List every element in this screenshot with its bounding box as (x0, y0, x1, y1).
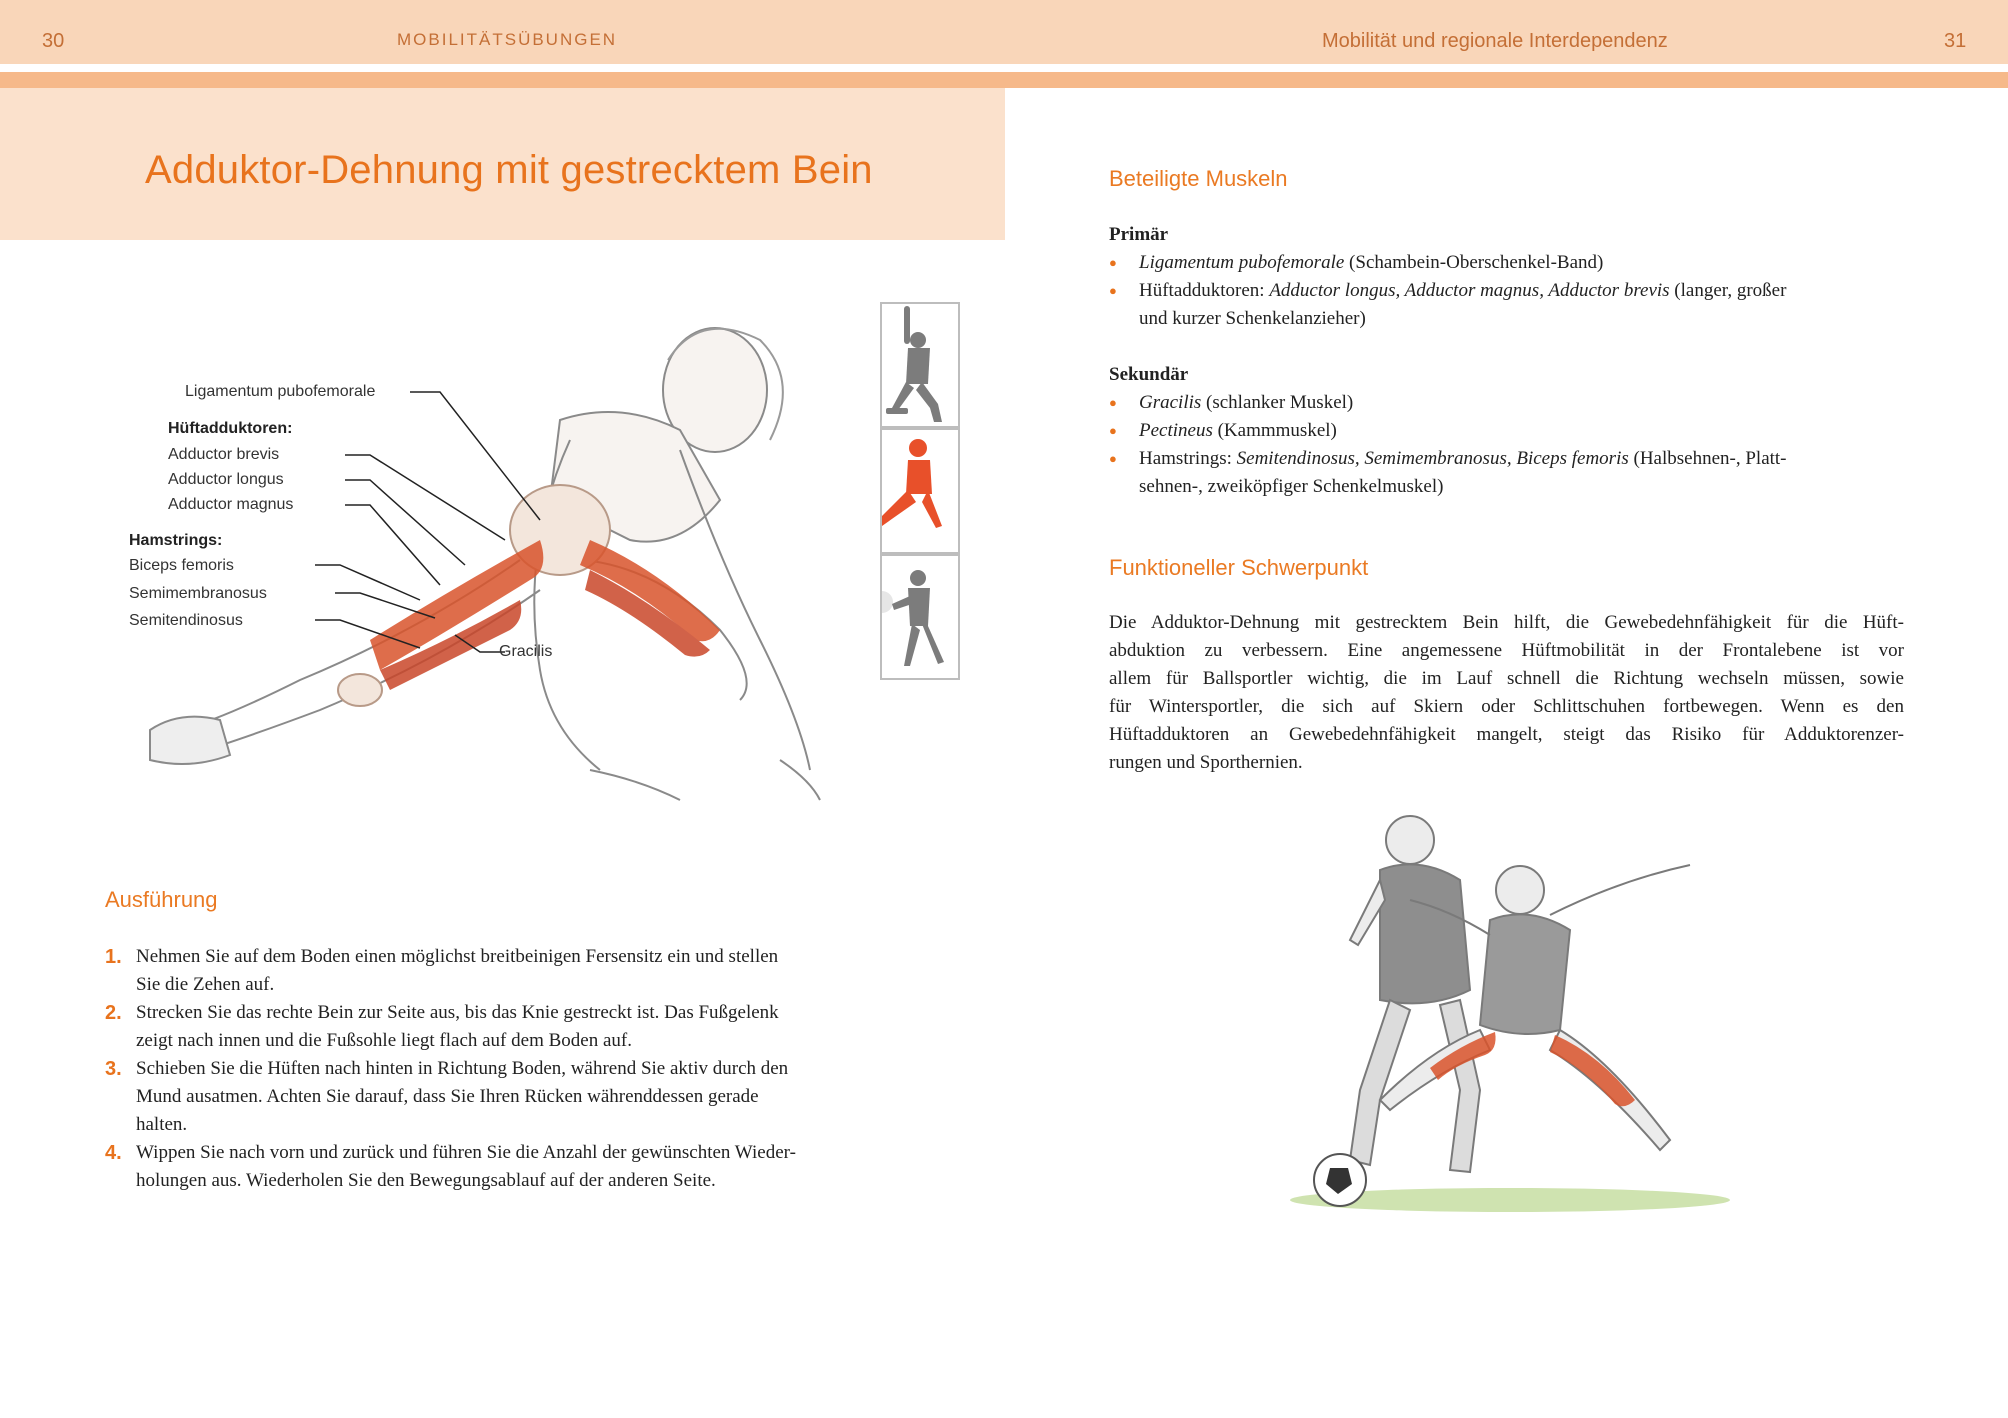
step-number: 3. (105, 1058, 122, 1080)
step-line: Nehmen Sie auf dem Boden einen möglichst breitbeinigen Fersensitz ein und stellen (136, 946, 779, 967)
step-line: Wippen Sie nach vorn und zurück und führen Sie die Anzahl der gewünschten Wieder- (136, 1142, 796, 1163)
schwerpunkt-paragraph (1109, 609, 1904, 777)
label-semimembranosus: Semimembranosus (129, 585, 267, 602)
step-line: Sie die Zehen auf. (136, 974, 275, 995)
step-item (105, 943, 900, 999)
muscle-german-name: (Schambein-Oberschenkel-Band) (1344, 252, 1604, 273)
label-adductor-longus: Adductor longus (168, 471, 284, 488)
paragraph-line: Hüftadduktoren an Gewebedehnfähigkeit mangelt, steigt das Risiko für Adduktorenzer- (1109, 724, 1904, 745)
lunge-reach-icon (882, 304, 958, 426)
schwerpunkt-heading: Funktioneller Schwerpunkt (1109, 555, 1369, 580)
muscle-latin-name: Adductor longus, Adductor magnus, Adductor brevis (1269, 280, 1670, 301)
muscle-latin-name: Semitendinosus, Semimembranosus, Biceps femoris (1236, 448, 1629, 469)
label-ligamentum: Ligamentum pubofemorale (185, 383, 376, 400)
muscle-latin-name: Pectineus (1139, 420, 1213, 441)
paragraph-line: rungen und Sporthernien. (1109, 752, 1303, 773)
step-item (105, 999, 900, 1055)
muscle-german-name: (Halbsehnen-, Platt- (1628, 448, 1787, 469)
header-rule (0, 72, 2008, 88)
label-hueftadduktoren: Hüftadduktoren: (168, 420, 293, 437)
muscle-german-name-cont: und kurzer Schenkelanzieher) (1139, 308, 1366, 329)
pictogram-mobility (880, 302, 960, 428)
side-lunge-icon (882, 430, 958, 552)
label-adductor-magnus: Adductor magnus (168, 496, 294, 513)
right-running-head: Mobilität und regionale Interdependenz (1322, 30, 1668, 52)
muskeln-primaer (1109, 221, 1904, 333)
paragraph-line: allem für Ballsportler wichtig, die im Lauf schnell die Richtung wechseln müssen, sowie (1109, 668, 1904, 689)
label-gracilis: Gracilis (499, 643, 553, 660)
left-running-head: MOBILITÄTSÜBUNGEN (397, 30, 618, 49)
step-line: zeigt nach innen und die Fußsohle liegt flach auf dem Boden auf. (136, 1030, 632, 1051)
left-page-number: 30 (42, 30, 65, 52)
paragraph-line: abduktion zu verbessern. Eine angemessene Hüftmobilität in der Frontalebene ist vor (1109, 640, 1904, 661)
steps-list (105, 943, 900, 1195)
header-band (0, 0, 2008, 64)
muskeln-heading: Beteiligte Muskeln (1109, 166, 1288, 191)
step-number: 2. (105, 1002, 122, 1024)
muscle-german-name: (Kammmuskel) (1212, 420, 1337, 441)
label-biceps-femoris: Biceps femoris (129, 557, 234, 574)
muscle-list-item (1109, 277, 1904, 333)
soccer-illustration (1280, 800, 1740, 1220)
step-line: holungen aus. Wiederholen Sie den Bewegungsablauf auf der anderen Seite. (136, 1170, 716, 1191)
pictogram-ball-sport (880, 554, 960, 680)
step-item (105, 1139, 900, 1195)
step-number: 1. (105, 946, 122, 968)
step-line: Mund ausatmen. Achten Sie darauf, dass Sie Ihren Rücken währenddessen gerade (136, 1086, 759, 1107)
page-title: Adduktor-Dehnung mit gestrecktem Bein (145, 148, 873, 192)
paragraph-line: Die Adduktor-Dehnung mit gestrecktem Bein hilft, die Gewebedehnfähigkeit für die Hüft- (1109, 612, 1904, 633)
muscle-latin-name: Ligamentum pubofemorale (1139, 252, 1345, 273)
step-line: Schieben Sie die Hüften nach hinten in Richtung Boden, während Sie aktiv durch den (136, 1058, 789, 1079)
pictogram-stretch-active (880, 428, 960, 554)
primaer-heading: Primär (1109, 224, 1169, 245)
muskeln-sekundaer (1109, 361, 1904, 501)
label-hamstrings: Hamstrings: (129, 532, 223, 549)
muscle-german-name: (schlanker Muskel) (1201, 392, 1354, 413)
sekundaer-heading: Sekundär (1109, 364, 1189, 385)
muscle-list-item (1109, 445, 1904, 501)
ausfuehrung-heading: Ausführung (105, 887, 218, 912)
right-page-number: 31 (1944, 30, 1967, 52)
muscle-german-name-cont: sehnen-, zweiköpfiger Schenkelmuskel) (1139, 476, 1444, 497)
step-line: Strecken Sie das rechte Bein zur Seite aus, bis das Knie gestreckt ist. Das Fußgelenk (136, 1002, 779, 1023)
label-semitendinosus: Semitendinosus (129, 612, 243, 629)
step-item (105, 1055, 900, 1139)
step-number: 4. (105, 1142, 122, 1164)
muscle-german-name: (langer, großer (1669, 280, 1787, 301)
label-adductor-brevis: Adductor brevis (168, 446, 280, 463)
muscle-list-item (1109, 389, 1904, 417)
muscle-list-item (1109, 249, 1904, 277)
ball-player-icon (882, 556, 958, 678)
muscle-group-prefix: Hüftadduktoren: (1139, 280, 1270, 301)
step-line: halten. (136, 1114, 188, 1135)
muscle-group-prefix: Hamstrings: (1139, 448, 1237, 469)
muscle-list-item (1109, 417, 1904, 445)
paragraph-line: für Wintersportler, die sich auf Skiern oder Schlittschuhen fortbewegen. Wenn es den (1109, 696, 1904, 717)
muscle-latin-name: Gracilis (1139, 392, 1202, 413)
